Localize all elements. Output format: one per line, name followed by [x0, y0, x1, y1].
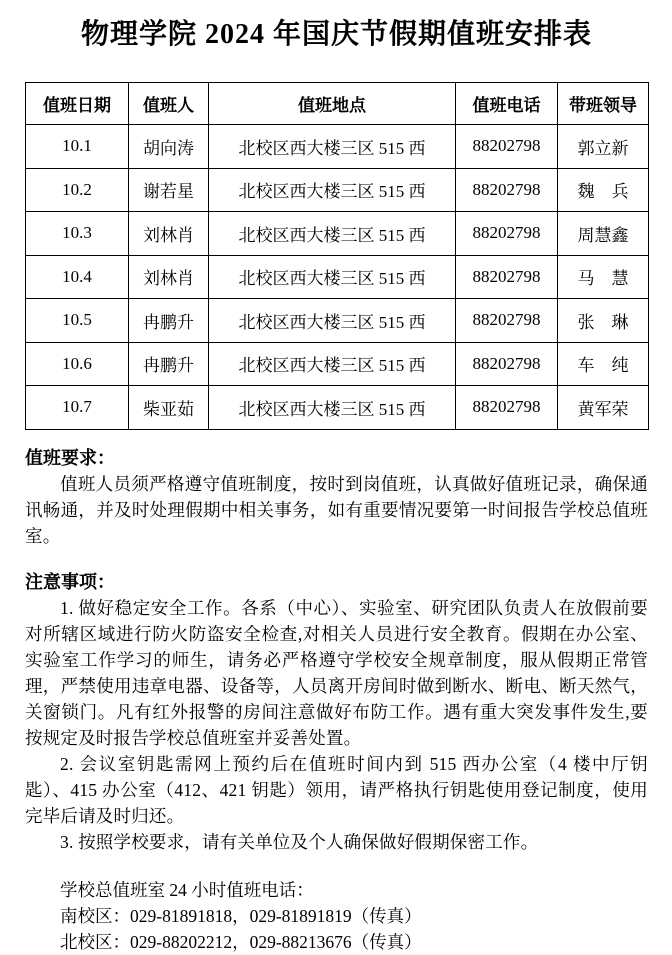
cell-person: 谢若星	[129, 168, 209, 212]
cell-date: 10.7	[26, 386, 129, 430]
cell-phone: 88202798	[456, 168, 558, 212]
requirements-body: 值班人员须严格遵守值班制度，按时到岗值班，认真做好值班记录，确保通讯畅通，并及时处理假期中相关事务，如有重要情况要第一时间报告学校总值班室。	[25, 473, 648, 546]
cell-leader: 张 琳	[558, 299, 649, 343]
cell-location: 北校区西大楼三区 515 西	[209, 299, 456, 343]
cell-leader: 车 纯	[558, 342, 649, 386]
cell-leader: 魏 兵	[558, 168, 649, 212]
cell-person: 刘林肖	[129, 212, 209, 256]
cell-phone: 88202798	[456, 386, 558, 430]
cell-location: 北校区西大楼三区 515 西	[209, 125, 456, 169]
notes-heading: 注意事项：	[25, 571, 115, 592]
cell-phone: 88202798	[456, 125, 558, 169]
table-row	[26, 212, 649, 256]
cell-date: 10.2	[26, 168, 129, 212]
cell-leader: 郭立新	[558, 125, 649, 169]
col-header-person: 值班人	[129, 83, 209, 125]
page-title: 物理学院 2024 年国庆节假期值班安排表	[80, 19, 592, 50]
cell-phone: 88202798	[456, 212, 558, 256]
note-item-2: 2. 会议室钥匙需网上预约后在值班时间内到 515 西办公室（4 楼中厅钥匙）、415 办公室（412、421 钥匙）领用，请严格执行钥匙使用登记制度，使用完毕后请及时归还。	[25, 753, 648, 826]
cell-date: 10.1	[26, 125, 129, 169]
cell-phone: 88202798	[456, 299, 558, 343]
cell-leader: 黄军荣	[558, 386, 649, 430]
cell-person: 刘林肖	[129, 255, 209, 299]
duty-schedule-table	[25, 82, 649, 430]
cell-phone: 88202798	[456, 342, 558, 386]
cell-phone: 88202798	[456, 255, 558, 299]
cell-location: 北校区西大楼三区 515 西	[209, 386, 456, 430]
cell-location: 北校区西大楼三区 515 西	[209, 168, 456, 212]
cell-person: 冉鹏升	[129, 299, 209, 343]
cell-date: 10.4	[26, 255, 129, 299]
duty-requirements-section	[25, 445, 648, 549]
col-header-phone: 值班电话	[456, 83, 558, 125]
col-header-leader: 带班领导	[558, 83, 649, 125]
cell-person: 柴亚茹	[129, 386, 209, 430]
cell-date: 10.6	[26, 342, 129, 386]
col-header-date: 值班日期	[26, 83, 129, 125]
table-header-row	[26, 83, 649, 125]
cell-leader: 马 慧	[558, 255, 649, 299]
table-row	[26, 342, 649, 386]
hotline-section	[25, 877, 648, 955]
note-item-3: 3. 按照学校要求，请有关单位及个人确保做好假期保密工作。	[60, 831, 539, 852]
hotline-south-campus: 南校区：029-81891818，029-81891819（传真）	[60, 905, 422, 926]
cell-date: 10.3	[26, 212, 129, 256]
table-row	[26, 168, 649, 212]
cell-location: 北校区西大楼三区 515 西	[209, 255, 456, 299]
cell-date: 10.5	[26, 299, 129, 343]
cell-person: 冉鹏升	[129, 342, 209, 386]
hotline-north-campus: 北校区：029-88202212，029-88213676（传真）	[60, 931, 422, 952]
notes-section	[25, 569, 648, 855]
table-row	[26, 255, 649, 299]
table-row	[26, 299, 649, 343]
col-header-location: 值班地点	[209, 83, 456, 125]
note-item-1: 1. 做好稳定安全工作。各系（中心）、实验室、研究团队负责人在放假前要对所辖区域进行防火防盗安全检查,对相关人员进行安全教育。假期在办公室、实验室工作学习的师生，请务必严格遵守学校安全规章制度，服从假期正常管理，严禁使用违章电器、设备等，人员离开房间时做到断水、断电、断天然气，关窗锁门。凡有红外报警的房间注意做好布防工作。遇有重大突发事件发生,要按规定及时报告学校总值班室并妥善处置。	[25, 597, 648, 748]
cell-leader: 周慧鑫	[558, 212, 649, 256]
table-row	[26, 386, 649, 430]
requirements-heading: 值班要求：	[25, 447, 115, 468]
cell-location: 北校区西大楼三区 515 西	[209, 212, 456, 256]
cell-location: 北校区西大楼三区 515 西	[209, 342, 456, 386]
table-row	[26, 125, 649, 169]
hotline-heading: 学校总值班室 24 小时值班电话：	[60, 879, 314, 900]
cell-person: 胡向涛	[129, 125, 209, 169]
